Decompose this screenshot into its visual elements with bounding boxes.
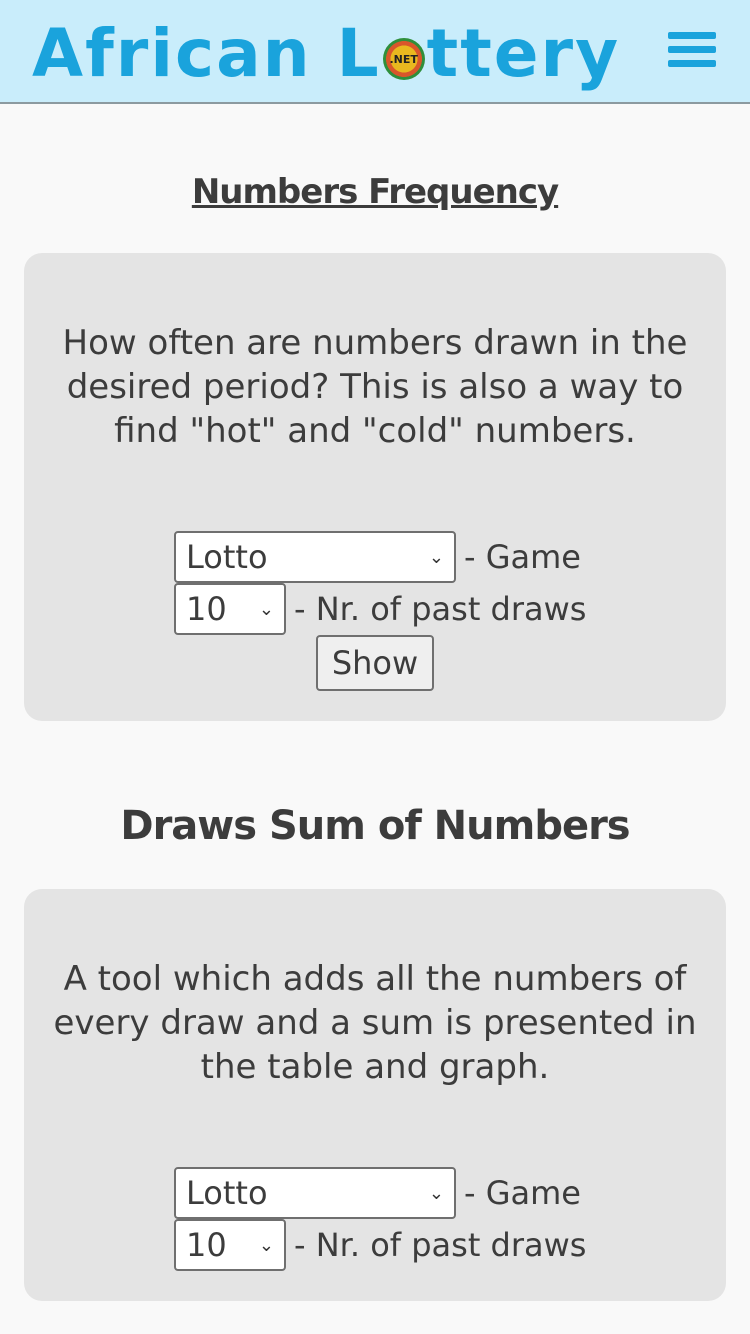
logo-text-right: ttery (426, 14, 621, 92)
show-button[interactable]: Show (316, 635, 434, 691)
frequency-draws-label: - Nr. of past draws (294, 590, 587, 628)
chevron-down-icon: ⌄ (258, 599, 274, 620)
logo-text-left: African L (32, 14, 381, 92)
numbers-frequency-link[interactable]: Numbers Frequency (191, 172, 559, 212)
lottery-ball-icon: .NET (383, 38, 425, 80)
draws-sum-card (24, 889, 726, 1301)
chevron-down-icon: ⌄ (428, 547, 444, 568)
frequency-draws-row (174, 583, 586, 635)
sum-game-label: - Game (464, 1174, 581, 1212)
sum-description: A tool which adds all the numbers of every draw and a sum is presented in the table and graph. (53, 959, 697, 1087)
site-header (0, 0, 750, 104)
frequency-game-select[interactable]: Lotto ⌄ (174, 531, 456, 583)
sum-draws-select[interactable]: 10 ⌄ (174, 1219, 286, 1271)
sum-draws-row (174, 1219, 586, 1271)
sum-game-select[interactable]: Lotto ⌄ (174, 1167, 456, 1219)
frequency-game-row (174, 531, 581, 583)
chevron-down-icon: ⌄ (258, 1235, 274, 1256)
hamburger-menu-icon[interactable] (668, 32, 716, 72)
frequency-game-label: - Game (464, 538, 581, 576)
chevron-down-icon: ⌄ (428, 1183, 444, 1204)
site-logo[interactable] (32, 8, 620, 98)
frequency-description: How often are numbers drawn in the desired period? This is also a way to find "hot" and "cold" numbers. (62, 323, 688, 451)
sum-game-row (174, 1167, 581, 1219)
numbers-frequency-card (24, 253, 726, 721)
frequency-draws-select[interactable]: 10 ⌄ (174, 583, 286, 635)
sum-draws-label: - Nr. of past draws (294, 1226, 587, 1264)
draws-sum-title: Draws Sum of Numbers (120, 803, 630, 849)
